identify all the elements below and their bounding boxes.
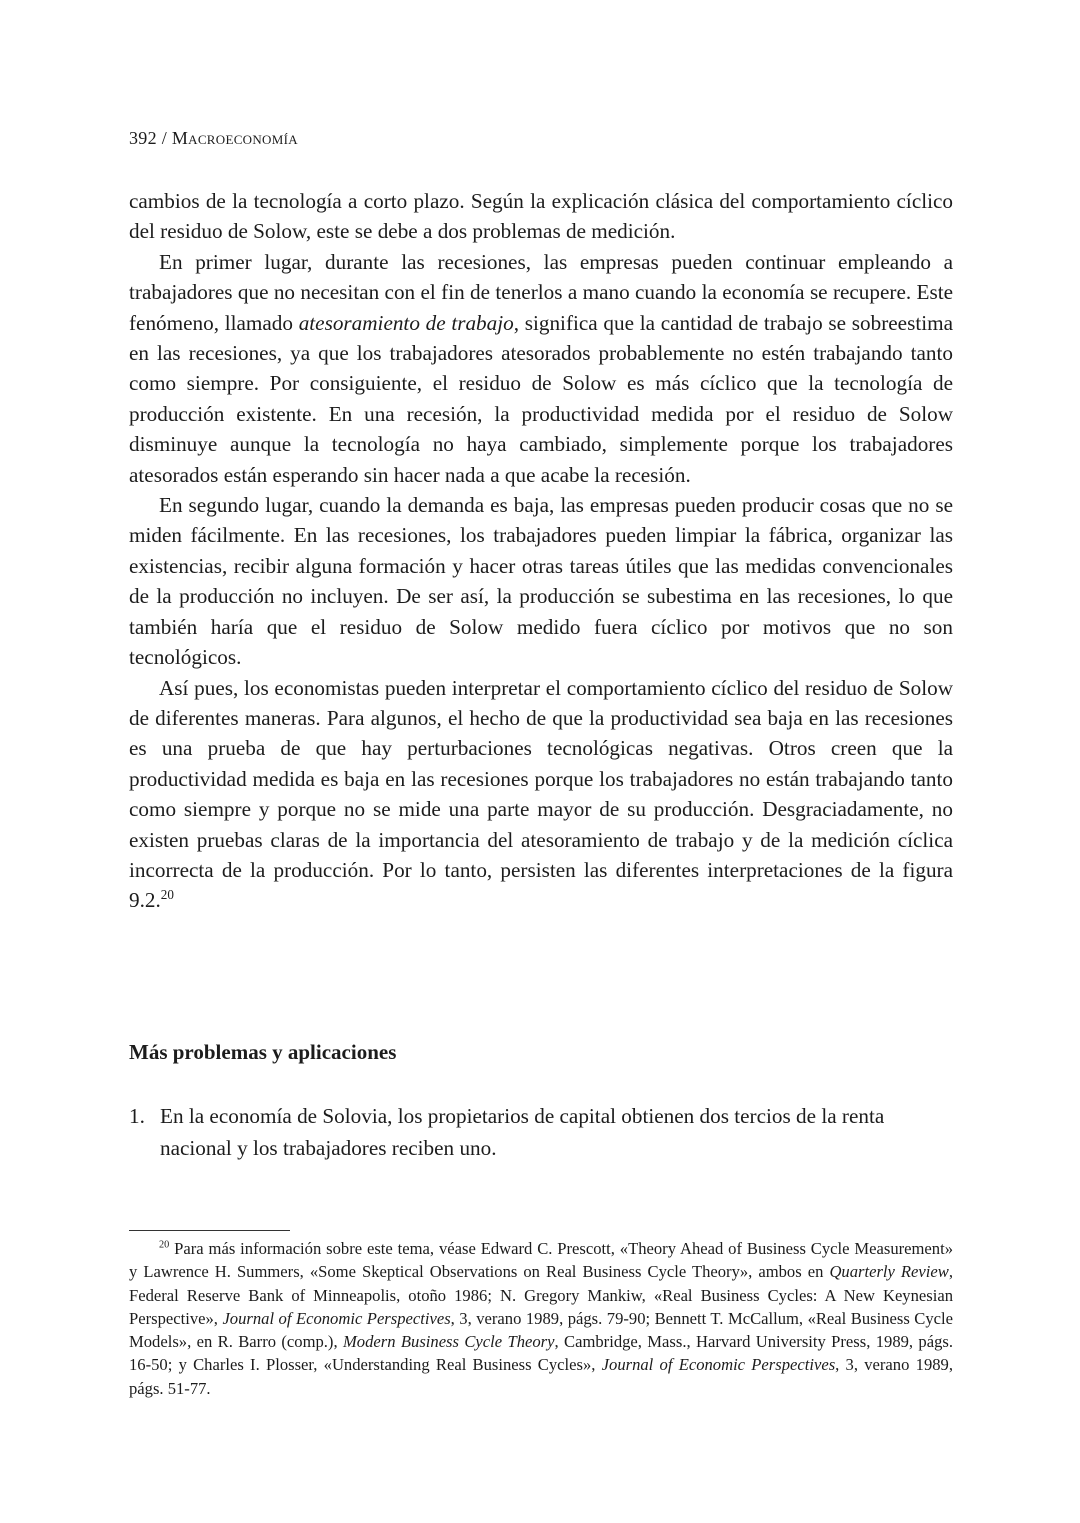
paragraph-4 [129,673,953,916]
footnote [129,1237,953,1400]
footnote-italic-1: Quarterly Review [829,1262,949,1282]
section-heading: Más problemas y aplicaciones [129,1040,397,1064]
header-separator: / [161,128,168,148]
footnote-text-2: , Federal Reserve Bank of Minneapolis, otoño 1986; N. Gregory Mankiw, «Real Business Cycles: A New Keynesian Perspective», [129,1262,953,1328]
footnote-italic-3: Modern Business Cycle Theory [342,1332,555,1352]
book-page [129,0,953,1523]
problem-text: En la economía de Solovia, los propietarios de capital obtienen dos tercios de la renta nacional y los trabajadores reciben uno. [160,1104,885,1160]
footnote-number: 20 [159,1239,170,1251]
paragraph-2-part-a: En primer lugar, durante las recesiones, las empresas pueden continuar empleando a trabajadores que no necesitan con el fin de tenerlos a mano cuando la economía se recupere. Este fenómeno, llamado [129,249,953,335]
paragraph-3: En segundo lugar, cuando la demanda es baja, las empresas pueden producir cosas que no se miden fácilmente. En las recesiones, los trabajadores pueden limpiar la fábrica, organizar las existencias, recibir alguna formación y hacer otras tareas útiles que las medidas convencionales de la producción no incluyen. De ser así, la producción se subestima en las recesiones, lo que también haría que el residuo de Solow medido fuera cíclico por motivos que no son tecnológicos. [129,493,953,670]
paragraph-1: cambios de la tecnología a corto plazo. Según la explicación clásica del comportamiento cíclico del residuo de Solow, este se debe a dos problemas de medición. [129,189,953,244]
italic-term: atesoramiento de trabajo [298,310,514,335]
footnote-reference: 20 [160,887,174,903]
problem-list [129,1100,953,1164]
footnote-italic-4: Journal of Economic Perspectives [601,1355,836,1375]
problem-number: 1. [129,1104,145,1128]
footnote-text-1: Para más información sobre este tema, véase Edward C. Prescott, «Theory Ahead of Business Cycle Measurement» y Lawrence H. Summers, «Some Skeptical Observations on Real Business Cycle Theory», ambos en [129,1239,953,1282]
running-head [129,128,298,149]
paragraph-2 [129,247,953,490]
problem-item [129,1100,953,1164]
footnote-text-5: , 3, verano 1989, págs. 51-77. [129,1355,953,1398]
footnote-italic-2: Journal of Economic Perspectives [222,1308,451,1328]
footnote-divider [129,1230,290,1231]
page-number: 392 [129,128,157,148]
paragraph-4-text: Así pues, los economistas pueden interpretar el comportamiento cíclico del residuo de Solow de diferentes maneras. Para algunos, el hecho de que la productividad sea baja en las recesiones es una prueba de que hay perturbaciones tecnológicas negativas. Otros creen que la productividad medida es baja en las recesiones porque los trabajadores no están trabajando tanto como siempre y porque no se mide una parte mayor de su producción. Desgraciadamente, no existen pruebas claras de la importancia del atesoramiento de trabajo y de la medición cíclica incorrecta de la producción. Por lo tanto, persisten las diferentes interpretaciones de la figura 9.2. [129,675,953,913]
body-text [129,186,953,916]
footnote-text-4: , Cambridge, Mass., Harvard University Press, 1989, págs. 16-50; y Charles I. Plosser, «Understanding Real Business Cycles», [129,1332,954,1375]
footnote-text-3: , 3, verano 1989, págs. 79-90; Bennett T. McCallum, «Real Business Cycle Models», en R. Barro (comp.), [129,1308,953,1352]
book-title: Macroeconomía [171,128,298,148]
paragraph-2-part-b: , significa que la cantidad de trabajo se sobreestima en las recesiones, ya que los trabajadores atesorados probablemente no estén trabajando tanto como siempre. Por consiguiente, el residuo de Solow es más cíclico que la tecnología de producción existente. En una recesión, la productividad medida por el residuo de Solow disminuye aunque la tecnología no haya cambiado, simplemente porque los trabajadores atesorados están esperando sin hacer nada a que acabe la recesión. [129,310,953,487]
